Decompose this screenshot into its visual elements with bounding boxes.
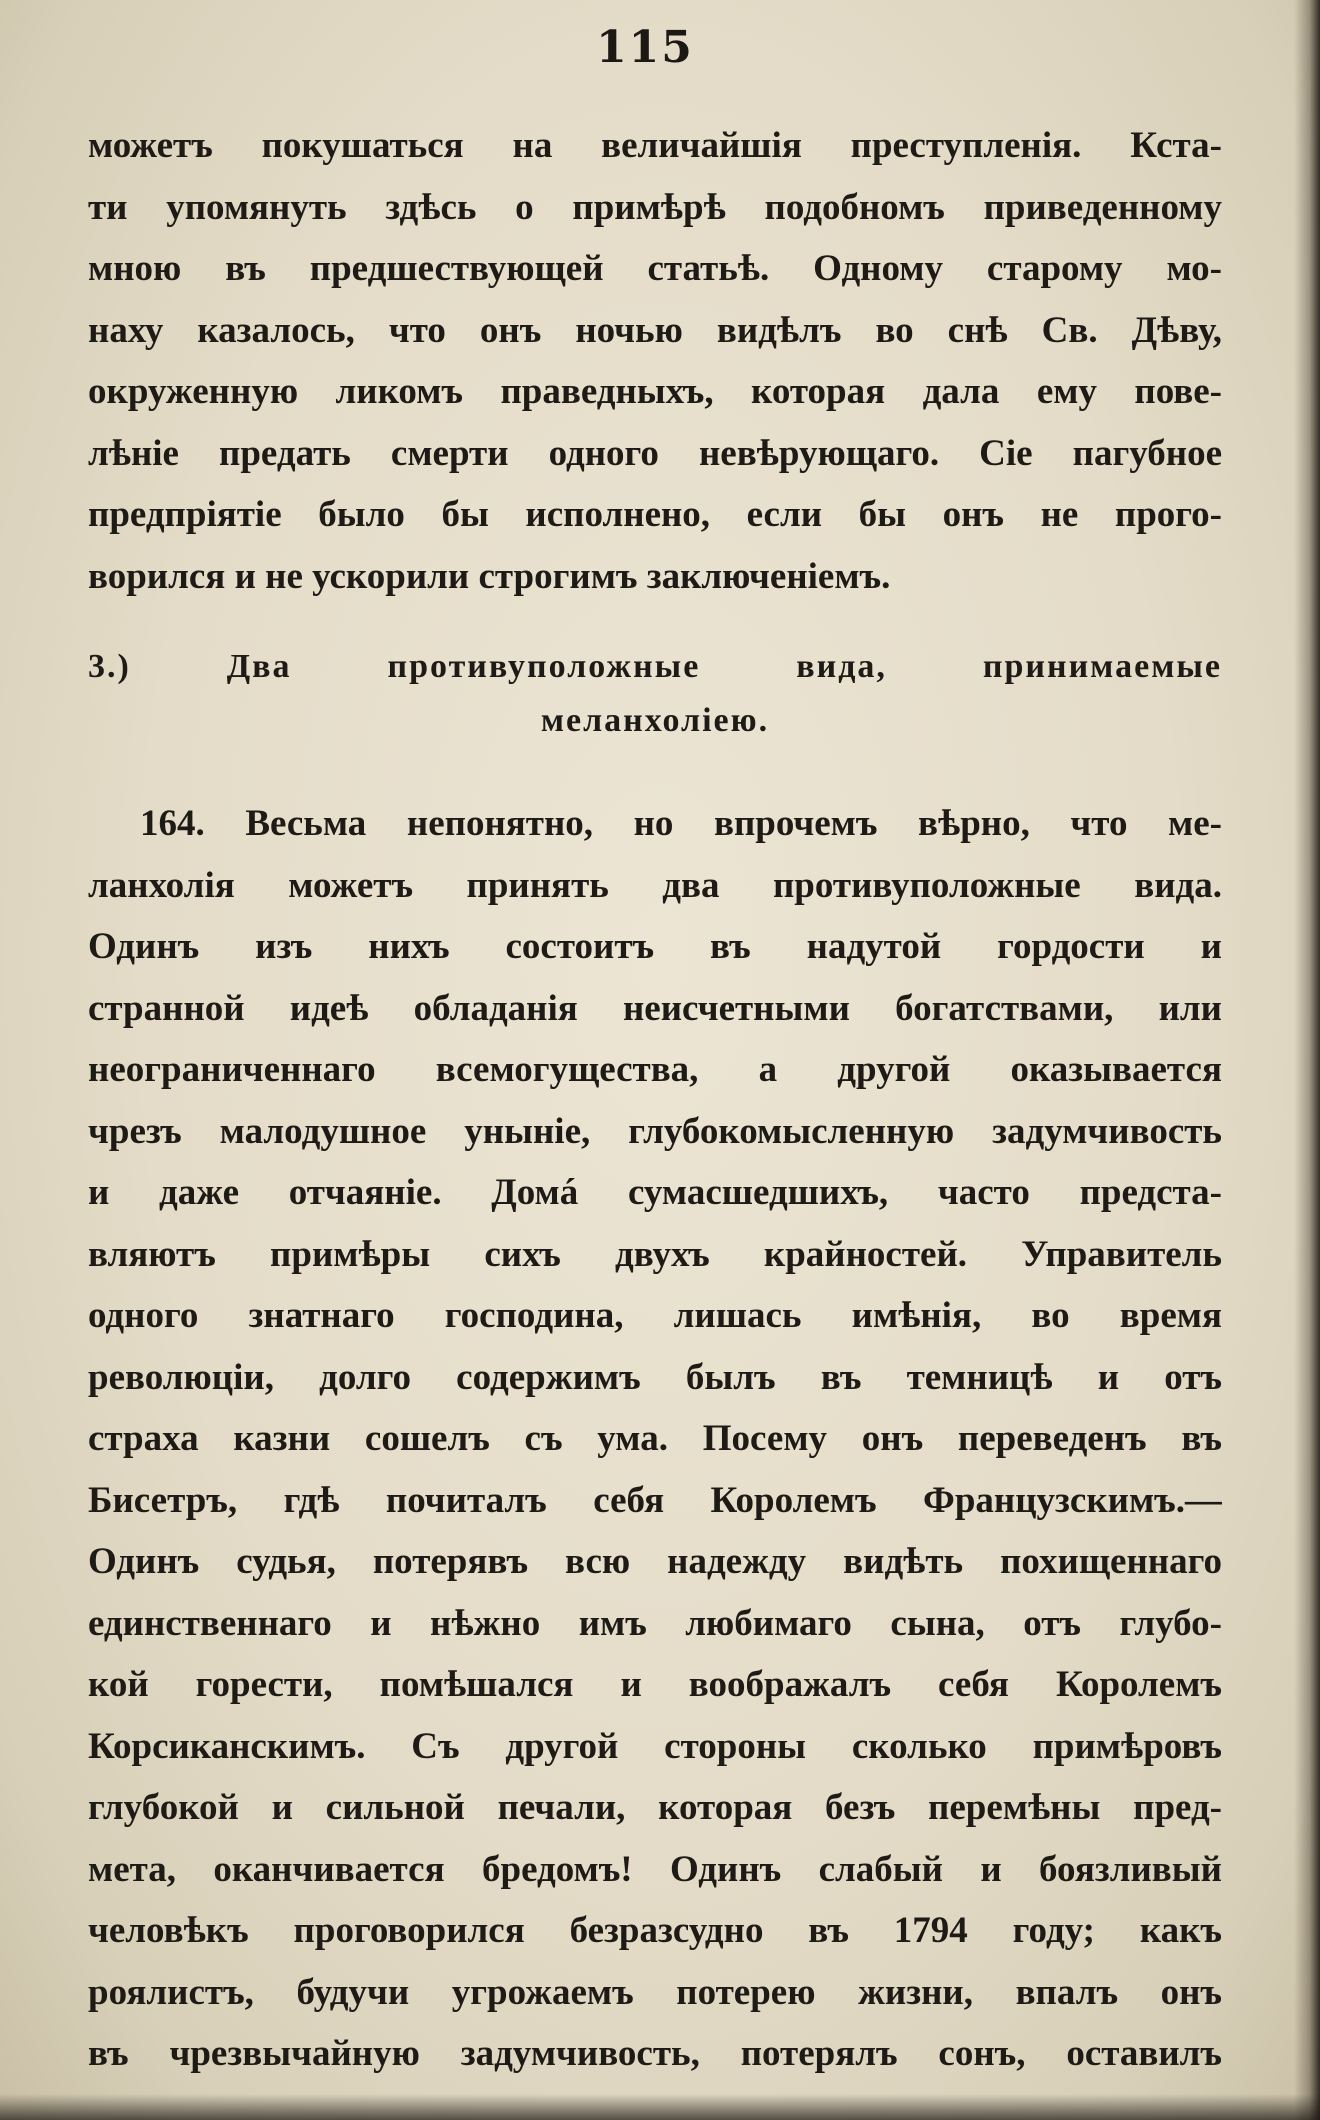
text-line: окруженную ликомъ праведныхъ, которая дала ему пове-: [88, 371, 1222, 412]
text-line: ланхолія можетъ принять два противуположные вида.: [88, 864, 1222, 906]
text-line: одного знатнаго господина, лишась имѣнія, во время: [88, 1295, 1222, 1336]
text-line: можетъ покушаться на величайшія преступленія. Кста-: [88, 125, 1222, 166]
text-line: и даже отчаяніе. Домá сумасшедшихъ, часто предста-: [88, 1172, 1222, 1213]
page-edge-shadow: [1294, 0, 1320, 2120]
text-line: лѣніе предать смерти одного невѣрующаго. Сіе пагубное: [88, 432, 1222, 474]
section-heading-line-2: меланхоліею.: [540, 702, 770, 739]
text-line: глубокой и сильной печали, которая безъ перемѣны пред-: [88, 1787, 1222, 1828]
paragraph-1: [88, 115, 1222, 607]
text-line: мета, оканчивается бредомъ! Одинъ слабый и боязливый: [88, 1848, 1222, 1890]
text-line: неограниченнаго всемогущества, а другой оказывается: [88, 1049, 1222, 1090]
text-line: человѣкъ проговорился безразсудно въ 1794 году; какъ: [88, 1910, 1222, 1951]
text-line: Одинъ изъ нихъ состоитъ въ надутой гордости и: [88, 926, 1222, 967]
text-line: 164. Весьма непонятно, но впрочемъ вѣрно, что ме-: [140, 803, 1222, 844]
text-line: кой горести, помѣшался и воображалъ себя Королемъ: [88, 1664, 1222, 1705]
text-line: предпріятіе было бы исполнено, если бы онъ не прого-: [88, 494, 1222, 535]
text-line: революціи, долго содержимъ былъ въ темницѣ и отъ: [88, 1356, 1222, 1398]
text-line: наху казалось, что онъ ночью видѣлъ во снѣ Св. Дѣву,: [88, 309, 1222, 351]
section-heading: [88, 640, 1222, 748]
text-line: Бисетръ, гдѣ почиталъ себя Королемъ Французскимъ.—: [88, 1479, 1222, 1521]
text-line: Корсиканскимъ. Съ другой стороны сколько примѣровъ: [88, 1725, 1222, 1767]
text-line: вляютъ примѣры сихъ двухъ крайностей. Управитель: [88, 1233, 1222, 1275]
text-line: роялистъ, будучи угрожаемъ потерею жизни, впалъ онъ: [88, 1971, 1222, 2013]
text-line: ти упомянуть здѣсь о примѣрѣ подобномъ приведенному: [88, 186, 1222, 228]
text-line: странной идеѣ обладанія неисчетными богатствами, или: [88, 987, 1222, 1029]
text-line: ворился и не ускорили строгимъ заключеніемъ.: [88, 555, 891, 597]
text-line: Одинъ судья, потерявъ всю надежду видѣть похищеннаго: [88, 1541, 1222, 1582]
text-line: единственнаго и нѣжно имъ любимаго сына, отъ глубо-: [88, 1602, 1222, 1644]
text-line: страха казни сошелъ съ ума. Посему онъ переведенъ въ: [88, 1418, 1222, 1459]
page-number: 115: [596, 22, 694, 73]
section-heading-line-1: 3.) Два противуположные вида, принимаемые: [88, 648, 1222, 685]
page-bottom-shadow: [0, 2094, 1320, 2120]
text-line: въ чрезвычайную задумчивость, потерялъ сонъ, оставилъ: [88, 2033, 1222, 2074]
text-line: мною въ предшествующей статьѣ. Одному старому мо-: [88, 248, 1222, 289]
text-line: чрезъ малодушное уныніе, глубокомысленную задумчивость: [88, 1110, 1222, 1152]
paragraph-2: [88, 793, 1222, 2085]
